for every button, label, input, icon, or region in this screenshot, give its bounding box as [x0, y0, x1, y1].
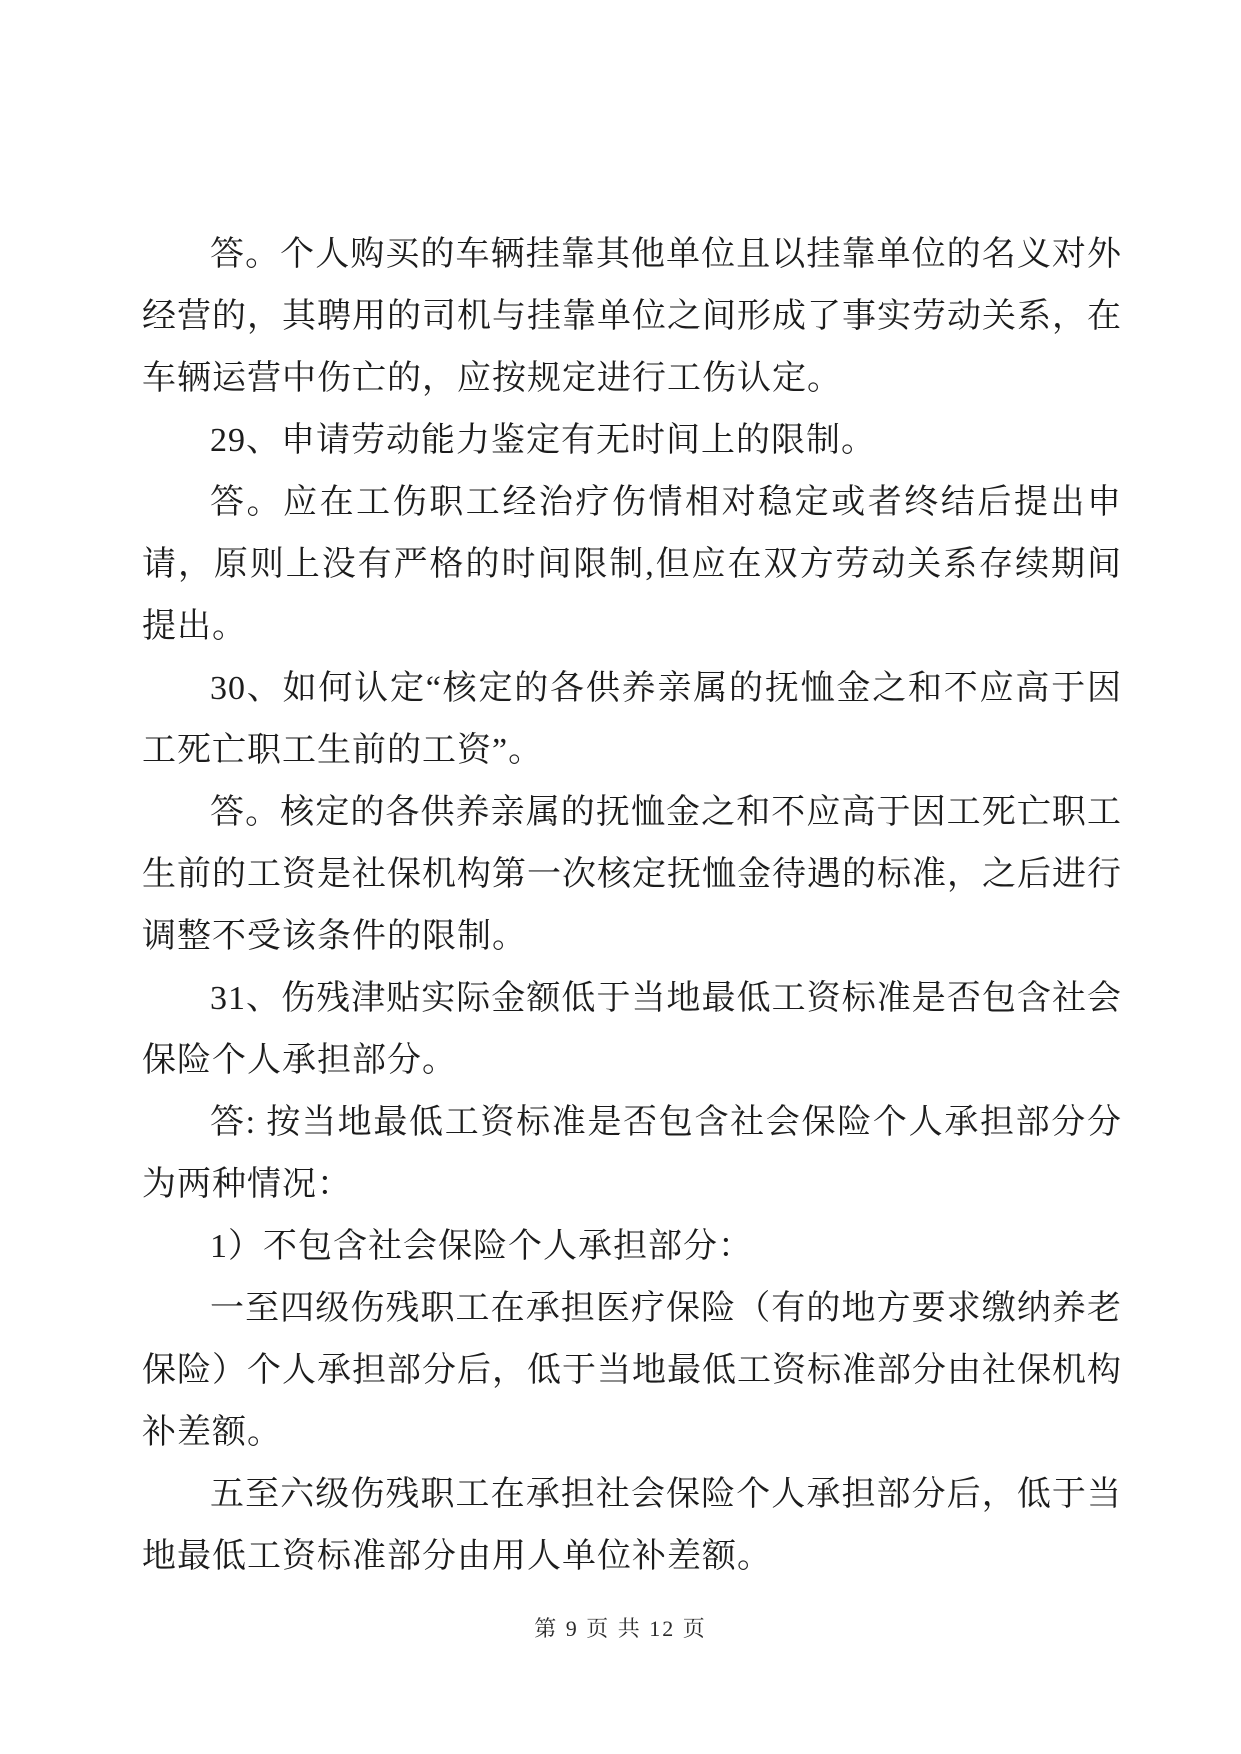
page-number: 第 9 页 共 12 页 [534, 1616, 707, 1641]
question-30: 30、如何认定“核定的各供养亲属的抚恤金之和不应高于因工死亡职工生前的工资”。 [142, 670, 1122, 769]
question-29: 29、申请劳动能力鉴定有无时间上的限制。 [210, 422, 876, 459]
answer-detail-grade1-4: 一至四级伤残职工在承担医疗保险（有的地方要求缴纳养老保险）个人承担部分后，低于当地最低工资标准部分由社保机构补差额。 [142, 1290, 1122, 1451]
document-body [142, 224, 1122, 1588]
answer-detail-grade5-6: 五至六级伤残职工在承担社会保险个人承担部分后，低于当地最低工资标准部分由用人单位补差额。 [142, 1476, 1122, 1575]
answer-paragraph-q30: 答。核定的各供养亲属的抚恤金之和不应高于因工死亡职工生前的工资是社保机构第一次核定抚恤金待遇的标准，之后进行调整不受该条件的限制。 [142, 794, 1122, 955]
answer-list-item-1: 1）不包含社会保险个人承担部分： [210, 1228, 753, 1265]
answer-paragraph-q29: 答。应在工伤职工经治疗伤情相对稳定或者终结后提出申请，原则上没有严格的时间限制,但应在双方劳动关系存续期间提出。 [142, 484, 1122, 645]
answer-paragraph-q31-intro: 答: 按当地最低工资标准是否包含社会保险个人承担部分分为两种情况： [142, 1104, 1122, 1203]
question-31: 31、伤残津贴实际金额低于当地最低工资标准是否包含社会保险个人承担部分。 [142, 980, 1122, 1079]
answer-paragraph-q28: 答。个人购买的车辆挂靠其他单位且以挂靠单位的名义对外经营的，其聘用的司机与挂靠单位之间形成了事实劳动关系，在车辆运营中伤亡的，应按规定进行工伤认定。 [142, 236, 1122, 397]
page-footer [0, 1612, 1241, 1643]
